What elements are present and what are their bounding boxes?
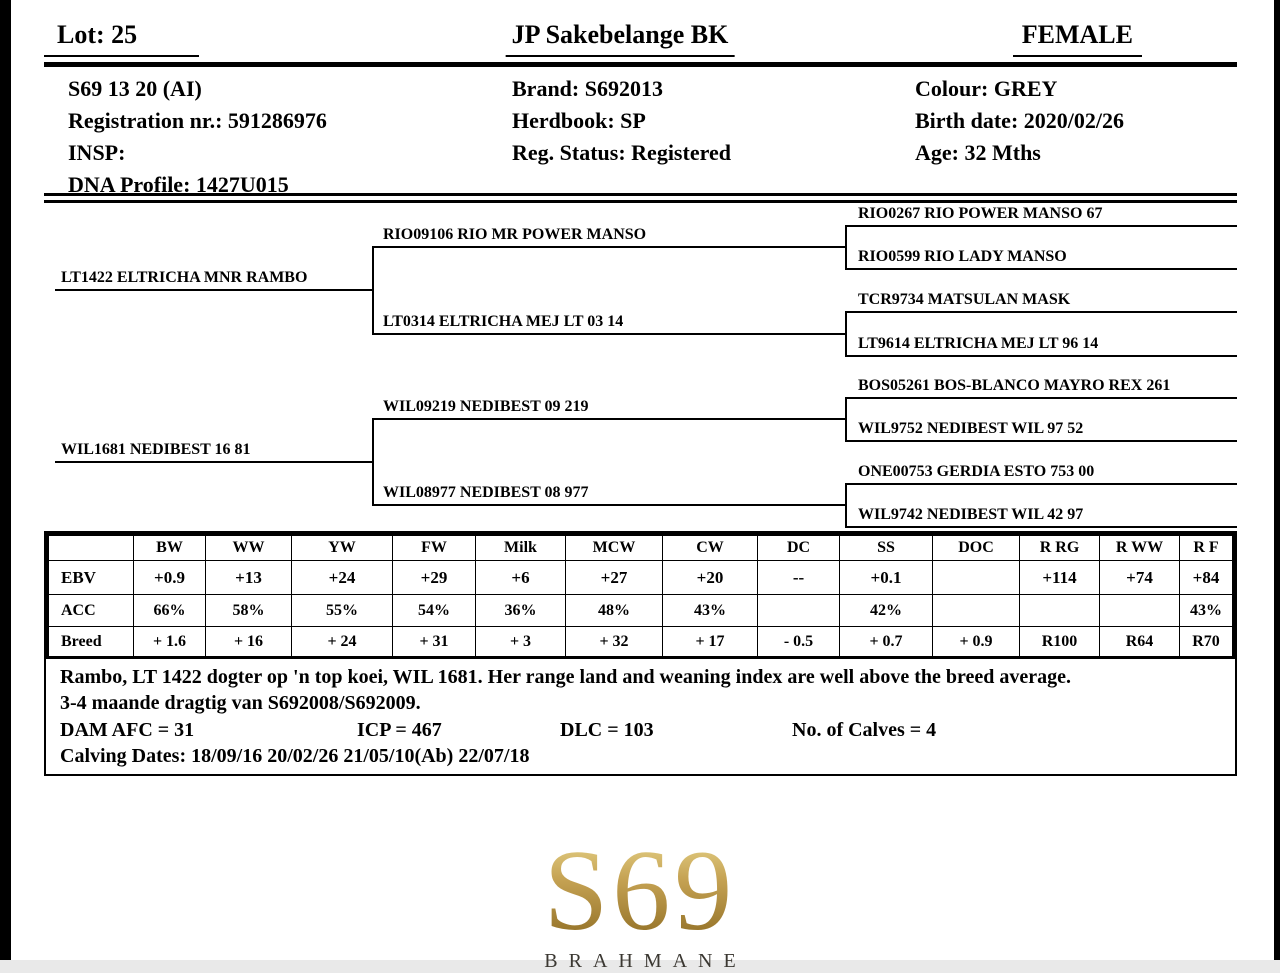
pedigree-name: LT1422 ELTRICHA MNR RAMBO: [61, 269, 308, 286]
table-header-cell: BW: [134, 535, 206, 561]
brand: Brand: S692013: [512, 76, 663, 101]
page-header: [44, 20, 1237, 62]
pedigree-name: WIL9742 NEDIBEST WIL 42 97: [858, 506, 1084, 523]
table-header-cell: R F: [1180, 535, 1234, 561]
breed-row: [48, 627, 1234, 658]
table-cell: R100: [1020, 627, 1100, 658]
row-label: ACC: [48, 595, 134, 627]
table-header-cell: MCW: [566, 535, 663, 561]
calves-count: No. of Calves = 4: [792, 719, 937, 741]
table-cell: 43%: [1180, 595, 1234, 627]
pedigree-name: ONE00753 GERDIA ESTO 753 00: [858, 463, 1095, 480]
pedigree-name: TCR9734 MATSULAN MASK: [858, 291, 1071, 308]
pedigree-great-grandparent-6: [845, 416, 1237, 442]
row-label: EBV: [48, 561, 134, 595]
pedigree-connector: [845, 485, 847, 528]
info-column-birth: [915, 73, 1237, 201]
brand-logo: [0, 827, 1280, 973]
calving-dates: Calving Dates: 18/09/16 20/02/26 21/05/10(Ab) 22/07/18: [60, 745, 530, 767]
table-cell: +24: [292, 561, 393, 595]
table-cell: +0.9: [134, 561, 206, 595]
ebv-table: [46, 533, 1235, 659]
pedigree-name: WIL09219 NEDIBEST 09 219: [383, 398, 589, 415]
pedigree-connector: [845, 313, 847, 357]
dam-stats-row: [46, 716, 1235, 743]
table-cell: +84: [1180, 561, 1234, 595]
table-cell: - 0.5: [758, 627, 840, 658]
row-label: Breed: [48, 627, 134, 658]
table-cell: + 17: [663, 627, 758, 658]
table-header-cell: Milk: [476, 535, 566, 561]
table-cell: 43%: [663, 595, 758, 627]
notes-section: [46, 659, 1235, 716]
pedigree-great-grandparent-7: [845, 459, 1237, 485]
pedigree-great-grandparent-1: [845, 201, 1237, 227]
animal-info-section: [44, 73, 1237, 201]
dna-profile: DNA Profile: 1427U015: [68, 172, 289, 197]
table-cell: [933, 561, 1020, 595]
pedigree-name: RIO0599 RIO LADY MANSO: [858, 248, 1067, 265]
pedigree-name: WIL08977 NEDIBEST 08 977: [383, 484, 589, 501]
table-cell: +0.1: [840, 561, 933, 595]
age: Age: 32 Mths: [915, 140, 1041, 165]
table-cell: +6: [476, 561, 566, 595]
pedigree-great-grandparent-2: [845, 244, 1237, 270]
pedigree-great-grandparent-3: [845, 287, 1237, 313]
registration-number: Registration nr.: 591286976: [68, 108, 327, 133]
table-header-cell: FW: [393, 535, 476, 561]
sale-title: JP Sakebelange BK: [506, 20, 735, 57]
table-cell: 48%: [566, 595, 663, 627]
animal-name: S69 13 20 (AI): [68, 76, 202, 101]
table-cell: +74: [1100, 561, 1180, 595]
table-header-cell: DOC: [933, 535, 1020, 561]
table-cell: +20: [663, 561, 758, 595]
pedigree-dam-sire: [372, 394, 845, 420]
table-cell: +29: [393, 561, 476, 595]
table-cell: 36%: [476, 595, 566, 627]
notes-line-1: Rambo, LT 1422 dogter op 'n top koei, WIL 1681. Her range land and weaning index are well above the breed average.: [60, 666, 1071, 688]
table-header-cell: YW: [292, 535, 393, 561]
pedigree-connector: [845, 227, 847, 270]
pedigree-dam: [55, 437, 372, 463]
table-cell: 54%: [393, 595, 476, 627]
stats-box: [44, 531, 1237, 776]
table-cell: R70: [1180, 627, 1234, 658]
table-cell: --: [758, 561, 840, 595]
table-cell: + 3: [476, 627, 566, 658]
scan-edge-left: [0, 0, 11, 960]
pedigree-connector: [372, 420, 374, 506]
table-cell: 42%: [840, 595, 933, 627]
pedigree-connector: [372, 248, 374, 335]
table-cell: + 16: [206, 627, 292, 658]
pedigree-connector: [845, 399, 847, 442]
pedigree-tree: [44, 200, 1237, 534]
header-rule: [44, 62, 1237, 67]
pedigree-great-grandparent-8: [845, 502, 1237, 528]
pedigree-name: WIL1681 NEDIBEST 16 81: [61, 441, 251, 458]
pedigree-name: LT0314 ELTRICHA MEJ LT 03 14: [383, 313, 624, 330]
table-cell: +27: [566, 561, 663, 595]
table-cell: 55%: [292, 595, 393, 627]
pedigree-sire: [55, 265, 372, 291]
birth-date: Birth date: 2020/02/26: [915, 108, 1124, 133]
reg-status: Reg. Status: Registered: [512, 140, 731, 165]
table-header-cell: CW: [663, 535, 758, 561]
pedigree-name: RIO09106 RIO MR POWER MANSO: [383, 226, 647, 243]
table-cell: [1100, 595, 1180, 627]
table-header-cell: WW: [206, 535, 292, 561]
table-header-cell: [48, 535, 134, 561]
acc-row: [48, 595, 1234, 627]
pedigree-name: LT9614 ELTRICHA MEJ LT 96 14: [858, 335, 1099, 352]
table-cell: [1020, 595, 1100, 627]
table-cell: +114: [1020, 561, 1100, 595]
table-cell: R64: [1100, 627, 1180, 658]
pedigree-sire-dam: [372, 309, 845, 335]
ebv-row: [48, 561, 1234, 595]
table-cell: + 32: [566, 627, 663, 658]
pedigree-name: RIO0267 RIO POWER MANSO 67: [858, 205, 1103, 222]
table-cell: 58%: [206, 595, 292, 627]
table-cell: +13: [206, 561, 292, 595]
table-header-cell: DC: [758, 535, 840, 561]
table-header-cell: R RG: [1020, 535, 1100, 561]
table-cell: + 0.9: [933, 627, 1020, 658]
sex-label: FEMALE: [1013, 20, 1142, 57]
insp-label: INSP:: [68, 140, 126, 165]
herdbook: Herdbook: SP: [512, 108, 646, 133]
dlc-value: DLC = 103: [560, 719, 654, 741]
colour: Colour: GREY: [915, 76, 1058, 101]
table-cell: + 24: [292, 627, 393, 658]
table-cell: 66%: [134, 595, 206, 627]
table-cell: + 1.6: [134, 627, 206, 658]
table-header-cell: R WW: [1100, 535, 1180, 561]
table-cell: [933, 595, 1020, 627]
logo-subtext: BRAHMANE: [544, 950, 747, 972]
info-column-registry: [512, 73, 915, 201]
pedigree-dam-dam: [372, 480, 845, 506]
pedigree-name: BOS05261 BOS-BLANCO MAYRO REX 261: [858, 377, 1171, 394]
pedigree-great-grandparent-4: [845, 331, 1237, 357]
table-cell: + 0.7: [840, 627, 933, 658]
table-cell: + 31: [393, 627, 476, 658]
dam-afc: DAM AFC = 31: [60, 719, 195, 741]
scan-edge-right: [1274, 0, 1280, 960]
pedigree-name: WIL9752 NEDIBEST WIL 97 52: [858, 420, 1084, 437]
notes-line-2: 3-4 maande dragtig van S692008/S692009.: [60, 692, 421, 714]
ebv-table-header-row: [48, 535, 1234, 561]
logo-text: S69: [543, 827, 737, 955]
table-cell: [758, 595, 840, 627]
info-column-identity: [44, 73, 512, 201]
icp-value: ICP = 467: [357, 719, 442, 741]
table-header-cell: SS: [840, 535, 933, 561]
pedigree-great-grandparent-5: [845, 373, 1237, 399]
pedigree-sire-sire: [372, 222, 845, 248]
lot-number: Lot: 25: [44, 20, 199, 57]
